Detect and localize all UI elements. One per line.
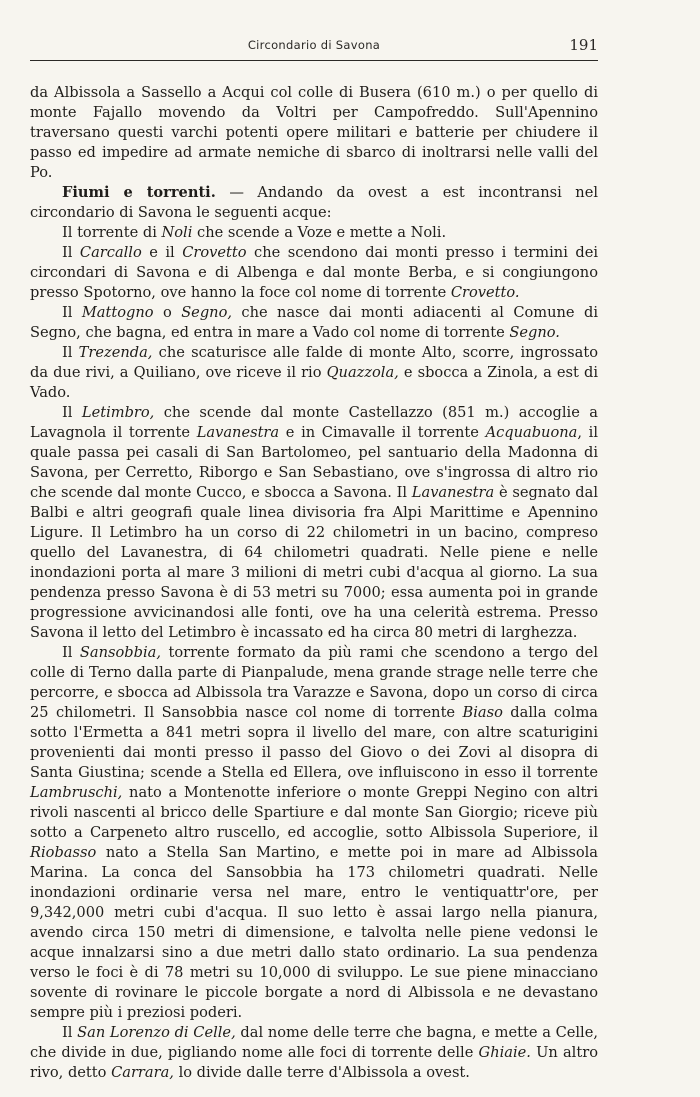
text-run: e il xyxy=(141,244,183,261)
text-run: — Andando da ovest a est incontransi nel circondario di Savona le seguenti acque: xyxy=(30,184,598,221)
text-run: nato a Stella San Martino, e mette poi in mare ad Albissola Marina. La conca del Sansobbia ha 173 chilometri quadrati. Nelle inondazioni ordinarie versa nel mare, entro le ventiquattr'ore, per 9,342,000 metri cubi d'acqua. Il suo letto è assai largo nella pianura, avendo circa 150 metri di dimensione, e talvolta nelle piene vedonsi le acque innalzarsi sino a due metri dallo stato ordinario. La sua pendenza verso le foci è di 78 metri su 10,000 di sviluppo. Le sue piene minacciano sovente di rovinare le piccole borgate a nord di Albissola e ne devastano sempre più i preziosi poderi. xyxy=(30,844,598,1021)
section-heading: Fiumi e torrenti. xyxy=(62,184,216,201)
text-run: che scaturisce alle falde di monte Alto, scorre, ingrossato da due rivi, a Quiliano, ove riceve il rio xyxy=(30,344,598,381)
text-run: Il xyxy=(62,304,82,321)
text-run: da Albissola a Sassello a Acqui col colle di Busera (610 m.) o per quello di monte Fajallo movendo da Voltri per Campofreddo. Sull'Apennino traversano questi varchi potenti opere militari e batterie per chiudere il passo ed impedire ad armate nemiche di sbarco di inoltrarsi nelle valli del Po. xyxy=(30,84,598,181)
italic-term: Acquabuona xyxy=(485,424,578,441)
italic-term: Ghiaie. xyxy=(478,1044,531,1061)
text-run: dalla colma sotto l'Ermetta a 841 metri sopra il livello del mare, con altre scaturigini provenienti dai monti presso il passo del Giovo o dei Zovi al disopra di Santa Giustina; scende a Stella ed Ellera, ove influiscono in esso il torrente xyxy=(30,704,598,781)
text-run: Il xyxy=(62,1024,78,1041)
paragraph xyxy=(30,303,598,343)
text-run: Il torrente di xyxy=(62,224,162,241)
text-run: dal nome delle terre che bagna, e mette a Celle, che divide in due, pigliando nome alle foci di torrente delle xyxy=(30,1024,598,1061)
italic-term: Trezenda, xyxy=(78,344,153,361)
italic-term: Mattogno xyxy=(81,304,154,321)
text-run: che scende dal monte Castellazzo (851 m.) accoglie a Lavagnola il torrente xyxy=(30,404,598,441)
italic-term: Lavanestra xyxy=(411,484,495,501)
italic-term: Letimbro, xyxy=(81,404,155,421)
text-run: che scendono dai monti presso i termini dei circondari di Savona e di Albenga e dal monte Berba, e si congiungono presso Spotorno, ove hanno la foce col nome di torrente xyxy=(30,244,598,301)
italic-term: Crovetto. xyxy=(450,284,520,301)
italic-term: Lavanestra xyxy=(196,424,280,441)
text-run: , il quale passa pei casali di San Bartolomeo, pel santuario della Madonna di Savona, per Cerretto, Riborgo e San Sebastiano, ove s'ingrossa di altro rio che scende dal monte Cucco, e sbocca a Savona. Il xyxy=(30,424,598,501)
text-run: che nasce dai monti adiacenti al Comune di Segno, che bagna, ed entra in mare a Vado col nome di torrente xyxy=(30,304,598,341)
text-run: e sbocca a Zinola, a est di Vado. xyxy=(30,364,598,401)
italic-term: Sansobbia, xyxy=(79,644,161,661)
text-run: Il xyxy=(62,404,82,421)
italic-term: Quazzola, xyxy=(326,364,399,381)
italic-term: Segno, xyxy=(181,304,232,321)
italic-term: Crovetto xyxy=(182,244,247,261)
italic-term: Riobasso xyxy=(30,844,97,861)
page-header xyxy=(30,30,598,60)
paragraph xyxy=(30,643,598,1023)
text-run: Il xyxy=(62,244,80,261)
text-run: che scende a Voze e mette a Noli. xyxy=(192,224,447,241)
body-text xyxy=(30,83,598,1083)
paragraph xyxy=(30,223,598,243)
text-run: Un altro rivo, detto xyxy=(30,1044,598,1081)
italic-term: Biaso xyxy=(462,704,503,721)
paragraph xyxy=(30,1023,598,1083)
paragraph xyxy=(30,403,598,643)
page-number: 191 xyxy=(569,36,598,54)
italic-term: Lambruschi, xyxy=(30,784,123,801)
text-run: Il xyxy=(62,644,80,661)
italic-term: Segno. xyxy=(509,324,560,341)
text-run: Il xyxy=(62,344,79,361)
text-run: o xyxy=(153,304,182,321)
italic-term: San Lorenzo di Celle, xyxy=(77,1024,236,1041)
book-page xyxy=(30,30,598,1083)
text-run: lo divide dalle terre d'Albissola a ovest. xyxy=(173,1064,470,1081)
italic-term: Carrara, xyxy=(111,1064,174,1081)
italic-term: Noli xyxy=(161,224,193,241)
paragraph xyxy=(30,183,598,223)
italic-term: Carcallo xyxy=(79,244,142,261)
text-run: e in Cimavalle il torrente xyxy=(279,424,486,441)
paragraph xyxy=(30,343,598,403)
header-rule xyxy=(30,60,598,61)
text-run: nato a Montenotte inferiore o monte Greppi Negino con altri rivoli nascenti al bricco delle Spartiure e dal monte San Giorgio; riceve più sotto a Carpeneto altro ruscello, ed accoglie, sotto Albissola Superiore, il xyxy=(30,784,598,841)
paragraph xyxy=(30,243,598,303)
paragraph xyxy=(30,83,598,183)
text-run: è segnato dal Balbi e altri geografi quale linea divisoria fra Alpi Marittime e Apennino Ligure. Il Letimbro ha un corso di 22 chilometri in un bacino, compreso quello del Lavanestra, di 64 chilometri quadrati. Nelle piene e nelle inondazioni porta al mare 3 milioni di metri cubi d'acqua al giorno. La sua pendenza presso Savona è di 53 metri su 7000; essa aumenta poi in grande progressione avvicinandosi alle fonti, ove ha una celerità estrema. Presso Savona il letto del Letimbro è incassato ed ha circa 80 metri di larghezza. xyxy=(30,484,598,641)
text-run: torrente formato da più rami che scendono a tergo del colle di Terno dalla parte di Pianpalude, mena grande strage nelle terre che percorre, e sbocca ad Albissola tra Varazze e Savona, dopo un corso di circa 25 chilometri. Il Sansobbia nasce col nome di torrente xyxy=(30,644,598,721)
running-title: Circondario di Savona xyxy=(247,38,381,52)
